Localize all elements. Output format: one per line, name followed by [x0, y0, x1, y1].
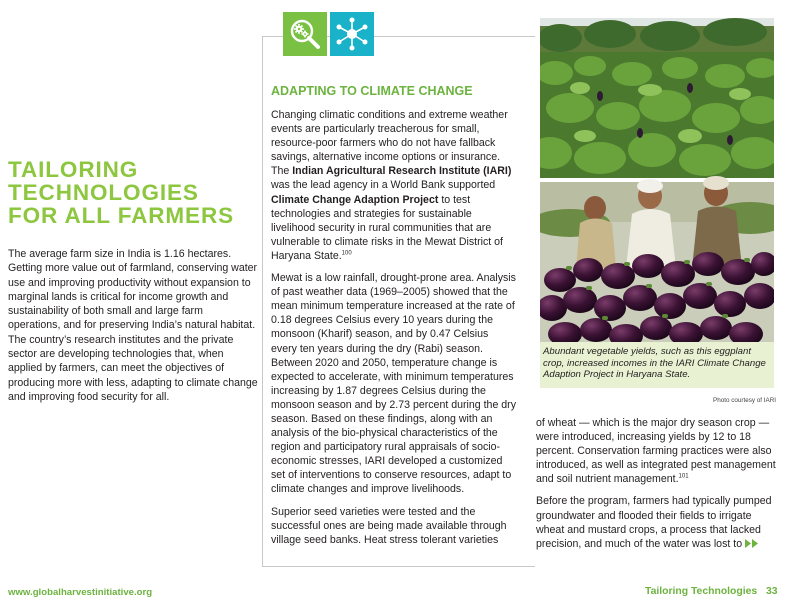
- title-line: TAILORING: [8, 157, 139, 182]
- intro-paragraph: The average farm size in India is 1.16 hectares. Getting more value out of farmland, conserving water use and improving productivity without expansion to marginal lands is critical for income growth and sustainability of both small and large farm operations, and for preserving India’s natural habitat. The country’s research institutes and the private sector are developing technologies that, when applied by farmers, can meet the objectives of producing more with less, adapting to climate change and improving food security for all.: [8, 248, 258, 403]
- text-run: of wheat — which is the major dry season crop — were introduced, increasing yields by 12 to 18 percent. Conservation farming practices were also introduced, as well as integrated pest management and soil nutrient management.: [536, 417, 776, 486]
- text-run: to test technologies and strategies for sustainable livelihood security in rural communities that are vulnerable to climate risks in the Mewat District of Haryana State.: [271, 193, 503, 262]
- eggplant-farm-photo: [540, 18, 774, 342]
- page-title: [8, 158, 258, 227]
- body-paragraph-2: Mewat is a low rainfall, drought-prone area. Analysis of past weather data (1969–2005) showed that the mean minimum temperature increased at the rate of 0.18 degrees Celsius every 10 years during the monsoon (Kharif) season, and by 0.47 Celsius every ten years during the dry (Rabi) season. Between 2020 and 2050, temperature change is expected to accelerate, with minimum temperatures increasing by 1.87 degrees Celsius during the monsoon season and by 2.73 percent during the dry season. Based on these findings, along with an analysis of the bio-physical characteristics of the region and participatory rural appraisals of socio-economic stresses, IARI developed a customized set of interventions to conserve resources, adapt to climate changes and improve livelihoods.: [271, 272, 516, 496]
- footnote-ref: 100: [341, 250, 352, 257]
- title-line: TECHNOLOGIES: [8, 180, 199, 205]
- photo-caption: Abundant vegetable yields, such as this eggplant crop, increased incomes in the IARI Climate Change Adaption Project in Haryana State.: [540, 342, 774, 388]
- text-run: Before the program, farmers had typically pumped groundwater and flooded their fields to irrigate wheat and mustard crops, a process that lacked precision, and much of the water was lost to: [536, 495, 772, 550]
- body-paragraph-4: [536, 416, 782, 486]
- bold-term-project: Climate Change Adaption Project: [271, 193, 439, 206]
- frame-bottom-line: [262, 566, 535, 567]
- middle-column: [271, 108, 516, 555]
- body-paragraph-3: Superior seed varieties were tested and the successful ones are being made available through village seed banks. Heat stress tolerant varieties: [271, 505, 507, 546]
- right-column: [536, 416, 782, 559]
- body-paragraph-1: [271, 108, 516, 263]
- network-hub-icon: [330, 12, 374, 56]
- text-run: Changing climatic conditions and extreme weather events are particularly treacherous for small, resource-poor farmers who do not have fallback savings, alternative income options or insurance. The: [271, 109, 508, 178]
- bold-term-iari: Indian Agricultural Research Institute (IARI): [292, 165, 512, 178]
- footer-section-name: Tailoring Technologies: [645, 586, 758, 597]
- footnote-ref: 101: [678, 473, 689, 480]
- section-heading: ADAPTING TO CLIMATE CHANGE: [271, 84, 473, 98]
- gear-magnifier-icon: [283, 12, 327, 56]
- photo-credit: Photo courtesy of IARI: [713, 397, 776, 404]
- continue-arrow-icon: [745, 539, 759, 548]
- body-paragraph-5: [536, 494, 782, 550]
- text-run: was the lead agency in a World Bank supported: [271, 179, 496, 192]
- title-line: FOR ALL FARMERS: [8, 203, 234, 228]
- frame-left-line: [262, 36, 263, 566]
- footer-url[interactable]: www.globalharvestinitiative.org: [8, 587, 153, 598]
- page-number: 33: [766, 586, 778, 597]
